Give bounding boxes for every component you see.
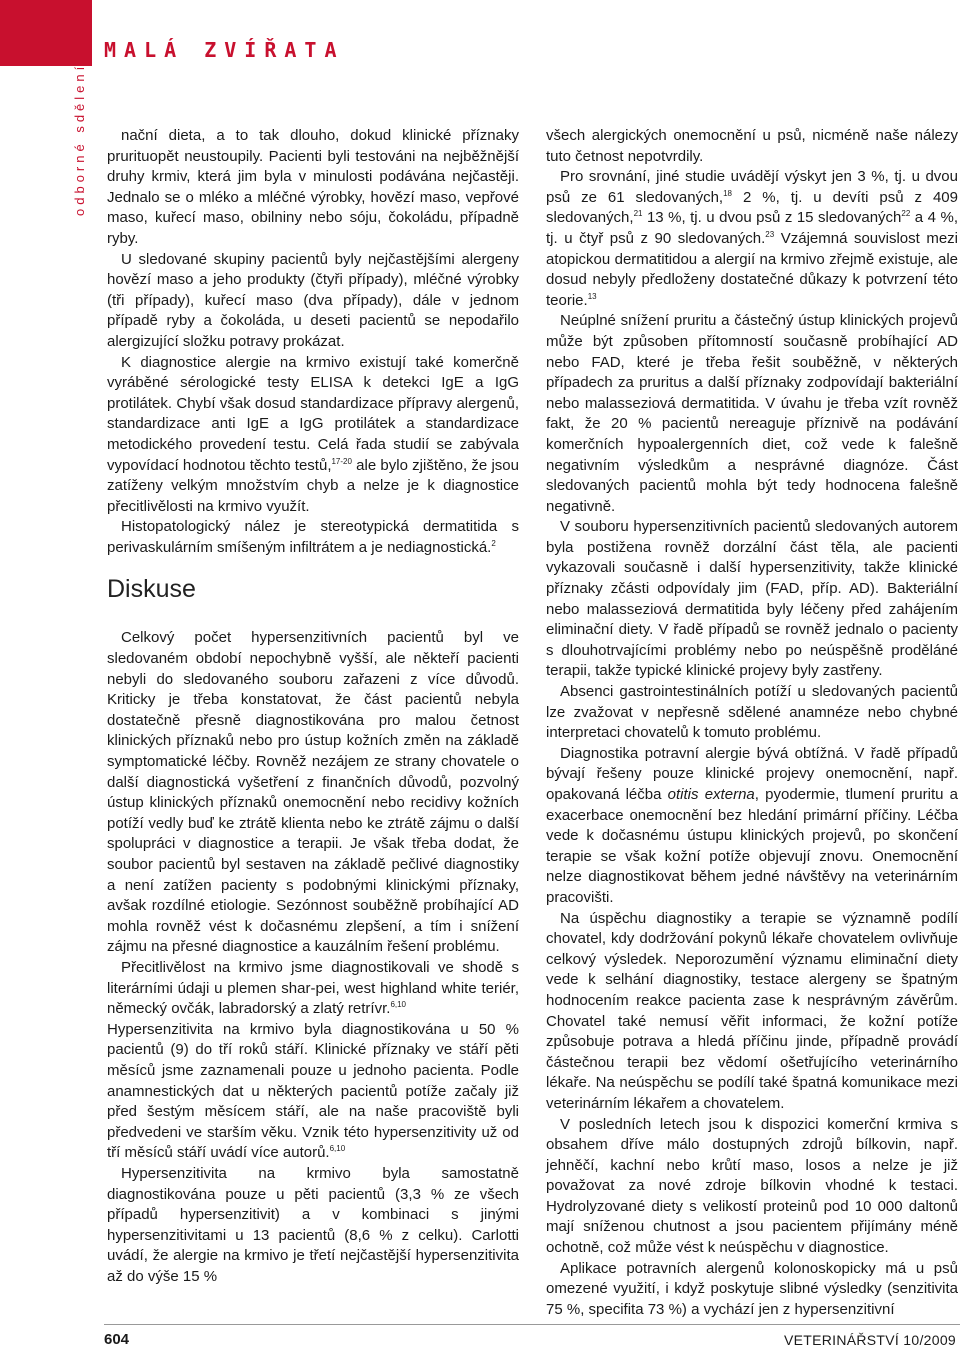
citation-superscript: 13 <box>587 291 597 301</box>
left-column-paragraph: Přecitlivělost na krmivo jsme diagnostikovali ve shodě s literárními údaji u plemen shar-pei, west highland white teriér, německý ovčák, labradorský a zlatý retrívr.$^{6,10}$ <box>107 958 519 1018</box>
citation-superscript: 17-20 <box>331 456 352 466</box>
right-column-paragraph: Na úspěchu diagnostiky a terapie se významně podílí chovatel, kdy dodržování pokynů lékaře chovatelem ovlivňuje celkový výsledek. Neporozumění významu eliminační diety vede k selhání diagnostiky, testace alergeny se špatným hodnocením reakce pacienta zase k nesprávným závěrům. Chovatel také nemusí věřit informaci, že kožní potíže způsobuje potrava a hledá příčinu jinde, případně provádí částečnou terapii bez vědomí ošetřujícího veterinárního lékaře. Na neúspěchu se podílí také špatná komunikace mezi veterinárním lékařem a chovatelem. <box>546 909 958 1112</box>
right-column-paragraph: Neúplné snížení pruritu a částečný ústup klinických projevů může být způsoben přítomností současně probíhající AD nebo FAD, které je třeba řešit souběžně, v některých případech za pruritus a další příznaky zodpovídají bakteriální nebo malasseziová dermatitida. V úvahu je třeba vzít rovněž fakt, že 20 % pacientů nereaguje příznivě na podávání komerčních hypoalergenních diet, což vede k falešně negativním výsledkům a nesprávné diagnóze. Část sledovaných pacientů mohla být tedy hodnocena falešně negativně. <box>546 312 958 515</box>
section-title: MALÁ ZVÍŘATA <box>104 38 345 62</box>
right-column-paragraph: V souboru hypersenzitivních pacientů sledovaných autorem byla postižena rovněž dorzální část těla, ale pacienti vykazovali současně i další hypersenzitivity, takže klinické příznaky zčásti odpovídaly jim (FAD, příp. AD). Bakteriální nebo malasseziová dermatitida byly léčeny před zahájením eliminační diety. V řadě případů se rovněž jednalo o pacienty s dlouhotrvajícími problémy nebo po neúspěšně proděláné terapii, takže typické klinické projevy byly zastřeny. <box>546 518 958 680</box>
footer-rule <box>104 1324 960 1325</box>
left-column-paragraph: Hypersenzitivita na krmivo byla samostatně diagnostikována pouze u pěti pacientů (3,3 % ze všech případů hypersenzitivit) a v kombinaci s jinými hypersenzitivitami u 13 pacientů (8,6 % z celku). Carlotti uvádí, že alergie na krmivo je třetí nejčastější hypersenzitivita až do výše 15 % <box>107 1164 519 1285</box>
right-column <box>546 126 958 1320</box>
right-column-paragraph: Diagnostika potravní alergie bývá obtížná. V řadě případů bývají řešeny pouze klinické projevy onemocnění, např. opakovaná léčba otitis externa, pyodermie, tlumení pruritu a exacerbace onemocnění bez hledání primární příčiny. Léčba vede k dočasnému ústupu klinických projevů, po skončení terapie se však kožní potíže objevují znovu. Onemocnění nelze diagnostikovat během jedné návštěvy na veterinárním pracovišti. <box>546 744 959 906</box>
journal-name: VETERINÁŘSTVÍ 10/2009 <box>783 1332 956 1348</box>
left-column-paragraph: Celkový počet hypersenzitivních pacientů byl ve sledovaném období nepochybně vyšší, ale někteří pacienti nebyli do sledovaného souboru zařazeni z více důvodů. Kriticky je třeba konstatovat, že část pacientů nebyla dostatečně přesně diagnostikována pro malou četnost klinických příznaků nebo pro ústup kožních změn na základě symptomatické léčby. Rovněž nezájem ze strany chovatele o další diagnostická vyšetření z finančních důvodů, pozvolný ústup klinických příznaků onemocnění nebo recidivy kožních potíží vedly buď ke ztrátě klienta nebo ke ztrátě zájmu o další spolupráci v diagnostice a terapii. Je však třeba dodat, že soubor pacientů byl sestaven na základě pečlivé diagnostiky a není zatížen pacienty s podobnými klinickými příznaky, avšak rozdílné etiologie. Sezónnost souběžně probíhající AD mohla rovněž vést k dočasnému zlepšení, a tím i snížení zájmu na přesné diagnostice a kauzálním řešení problému. <box>107 629 519 956</box>
side-label: odborné sdělení <box>72 62 87 216</box>
citation-superscript: 21 <box>633 209 643 219</box>
left-column-paragraph: Hypersenzitivita na krmivo byla diagnostikována u 50 % pacientů (9) do tří roků stáří. Klinické příznaky ve stáří pěti měsíců jsme zaznamenali pouze u jednoho pacienta. Podle anamnestických dat u některých pacientů potíže začaly již před šestým měsícem stáří, ale na naše pracoviště byli předvedeni ve starším věku. Vznik této hypersenzitivity už od tří měsíců stáří uvádí více autorů.$^{6,10}$ <box>107 1020 519 1162</box>
page-number: 604 <box>104 1331 130 1348</box>
citation-superscript: 6,10 <box>390 1000 407 1010</box>
left-column-paragraph: U sledované skupiny pacientů byly nejčastějšími alergeny hovězí maso a jeho produkty (čtyři případy), mléčné výrobky (tři případy), kuřecí maso (dva případy), dále v jednom případě ryby a čokoláda, u deseti pacientů se nepodařilo alergizující složku potravy prokázat. <box>107 250 519 350</box>
citation-superscript: 18 <box>723 188 733 198</box>
citation-superscript: 22 <box>901 209 911 219</box>
right-column-paragraph: Absenci gastrointestinálních potíží u sledovaných pacientů lze zvažovat v nepřesně sdělené anamnéze nebo chybné interpretaci chovatelů k tomuto problému. <box>546 683 958 742</box>
italic-term: otitis externa <box>667 786 755 803</box>
section-color-block <box>0 0 92 66</box>
citation-superscript: 6,10 <box>329 1144 346 1154</box>
right-column-paragraph: V posledních letech jsou k dispozici komerční krmiva s obsahem dříve málo dostupných zdrojů bílkovin, např. jehněčí, kachní nebo krůtí maso, losos a nelze je již považovat za nové zdroje bílkovin vhodné k testaci. Hydrolyzované diety s velikostí proteinů pod 10 000 daltonů mají sníženou chutnost a jsou pacientem přijímány méně ochotně, což může vést k neúspěchu v diagnostice. <box>546 1115 958 1257</box>
right-column-paragraph: Aplikace potravních alergenů kolonoskopicky má u psů omezené využití, i když poskytuje slibné výsledky (senzitivita 75 %, specifita 73 %) a vychází jen z hypersenzitivní <box>546 1259 958 1318</box>
left-column-paragraph: K diagnostice alergie na krmivo existují také komerčně vyráběné sérologické testy ELISA k detekci IgE a IgG protilátek. Chybí však dosud standardizace přípravy alergenů, standardizace anti IgE a IgG protilátek a standardizace metodického provedení testu. Celá řada studií se zabývala vypovídací hodnotou těchto testů,$^{17-20}$ ale bylo zjištěno, že jsou zatíženy velkým množstvím chyb a nelze je k diagnostice přecitlivělosti na krmivo využít. <box>107 353 519 515</box>
right-column-paragraph: všech alergických onemocnění u psů, nicméně naše nálezy tuto četnost nepotvrdily. <box>546 127 958 165</box>
left-column-paragraph: Histopatologický nález je stereotypická dermatitida s perivaskulárním smíšeným infiltrátem a je nediagnostická.$^2$ <box>107 518 519 556</box>
citation-superscript: 23 <box>765 229 775 239</box>
left-column-paragraph: nační dieta, a to tak dlouho, dokud klinické příznaky prurituopět neustoupily. Pacienti byli testováni na nejběžnější druhy krmiv, která jim byla v minulosti podávána nejčastěji. Jednalo se o mléko a mléčné výrobky, hovězí maso, vepřové maso, kuřecí maso, obilniny nebo sóju, čokoládu, případně ryby. <box>107 127 519 247</box>
right-column-paragraph: Pro srovnání, jiné studie uvádějí výskyt jen 3 %, tj. u dvou psů ze 61 sledovaných,$^{18}$ 2 %, tj. u devíti psů z 409 sledovaných,$^{21}$ 13 %, tj. u dvou psů z 15 sledovaných$^{22}$ a 4 %, tj. u čtyř psů z 90 sledovaných.$^{23}$ Vzájemná souvislost mezi atopickou dermatitidou a alergií na krmivo zřejmě existuje, ale dosud nebyly předloženy dostatečné důkazy k potvrzení této teorie.$^{13}$ <box>546 168 959 309</box>
citation-superscript: 2 <box>491 538 496 548</box>
left-column <box>107 126 519 1287</box>
section-heading: Diskuse <box>107 575 196 604</box>
